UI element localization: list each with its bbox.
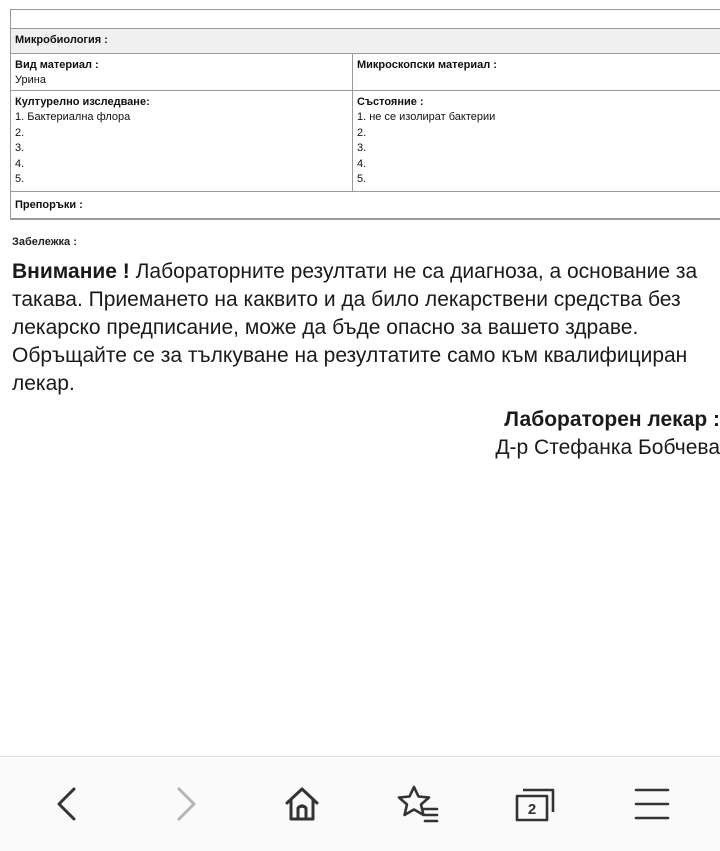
section-header-row xyxy=(11,29,720,54)
menu-button[interactable] xyxy=(620,772,684,836)
home-button[interactable] xyxy=(270,772,334,836)
back-button[interactable] xyxy=(36,772,100,836)
tabs-count: 2 xyxy=(527,801,537,818)
list-item: 5. xyxy=(357,173,367,185)
list-item: 3. xyxy=(357,142,367,154)
recommendations-row xyxy=(11,192,720,220)
browser-bottom-toolbar xyxy=(0,756,720,851)
warning-bold: Внимание ! xyxy=(12,260,130,283)
culture-cell xyxy=(11,91,353,191)
signature-title: Лабораторен лекар : xyxy=(504,408,720,431)
list-item: 2. xyxy=(357,126,367,139)
list-item: 1. Бактериална флора xyxy=(15,111,131,123)
list-item: 4. xyxy=(15,157,25,170)
tabs-button[interactable] xyxy=(503,772,567,836)
warning-paragraph xyxy=(12,258,717,398)
list-item: 4. xyxy=(357,157,367,170)
microscopy-label: Микроскопски материал : xyxy=(357,58,497,71)
recommendations-cell xyxy=(11,192,87,218)
bookmarks-button[interactable] xyxy=(386,772,450,836)
lab-report-table xyxy=(10,9,720,220)
signature-block xyxy=(495,406,720,462)
table-spacer-row xyxy=(11,10,720,29)
list-item: 2. xyxy=(15,126,25,139)
material-value: Урина xyxy=(15,74,46,86)
chevron-left-icon xyxy=(48,784,88,824)
chevron-right-icon xyxy=(165,784,205,824)
star-list-icon xyxy=(396,784,440,824)
signature-name: Д-р Стефанка Бобчева xyxy=(495,436,720,459)
material-label: Вид материал : xyxy=(15,58,99,71)
material-cell xyxy=(11,54,353,90)
material-row xyxy=(11,54,720,91)
tabs-icon xyxy=(513,784,557,824)
culture-label: Културелно изследване: xyxy=(15,95,150,108)
list-item: 5. xyxy=(15,173,25,185)
microscopy-cell xyxy=(353,54,720,90)
status-cell xyxy=(353,91,720,191)
list-item: 1. не се изолират бактерии xyxy=(357,111,496,123)
home-icon xyxy=(282,784,322,824)
hamburger-icon xyxy=(632,784,672,824)
forward-button[interactable] xyxy=(153,772,217,836)
culture-row xyxy=(11,91,720,192)
recommendations-label: Препоръки : xyxy=(15,198,83,211)
warning-text: Лабораторните резултати не са диагноза, а основание за такава. Приемането на каквито и да било лекарствени средства без лекарско предписание, може да бъде опасно за вашето здраве. Обръщайте се за тълкуване на резултатите само към квалифициран лекар. xyxy=(12,260,698,395)
status-label: Състояние : xyxy=(357,95,424,108)
note-label: Забележка : xyxy=(12,236,77,248)
list-item: 3. xyxy=(15,142,25,154)
section-title: Микробиология : xyxy=(15,34,108,46)
